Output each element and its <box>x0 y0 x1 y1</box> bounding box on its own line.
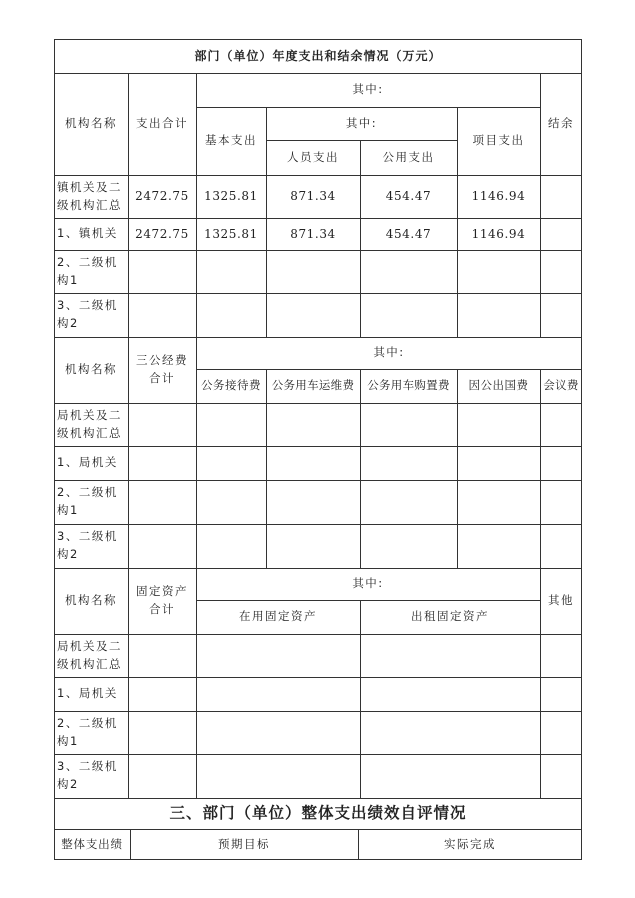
s2-header-total: 三公经费合计 <box>136 353 188 385</box>
s1-header-personnel: 人员支出 <box>287 149 339 164</box>
s1-header-of-which: 其中: <box>352 82 384 97</box>
s3-header-other: 其他 <box>548 593 574 608</box>
s1-row-personnel: 871.34 <box>290 226 336 241</box>
s1-header-org-name: 机构名称 <box>65 116 117 131</box>
s1-row-basic: 1325.81 <box>204 226 258 241</box>
s1-row-balance <box>540 218 582 250</box>
s2-header-vehicle-purchase: 公务用车购置费 <box>367 378 450 393</box>
s1-row-project: 1146.94 <box>471 189 526 204</box>
s2-header-reception: 公务接待费 <box>201 378 261 393</box>
s1-header-total: 支出合计 <box>136 116 188 131</box>
s1-header-project: 项目支出 <box>472 133 525 148</box>
s3-header-in-use: 在用固定资产 <box>239 609 317 624</box>
s3-row-name: 1、局机关 <box>57 686 118 701</box>
s1-row-personnel: 871.34 <box>290 189 336 204</box>
s1-header-balance: 结余 <box>548 116 574 131</box>
s3-header-of-which: 其中: <box>352 576 384 591</box>
s1-row-public: 454.47 <box>385 226 432 241</box>
s2-row-name: 2、二级机构1 <box>57 485 118 517</box>
perf-col-expected: 预期目标 <box>218 836 270 851</box>
s1-row-balance <box>540 175 582 218</box>
section-heading: 三、部门（单位）整体支出绩效自评情况 <box>169 804 467 823</box>
s1-row-name: 1、镇机关 <box>57 226 118 241</box>
s1-row-public: 454.47 <box>385 189 432 204</box>
s1-header-basic: 基本支出 <box>205 133 257 148</box>
s1-row-name: 3、二级机构2 <box>57 298 118 330</box>
s2-header-abroad: 因公出国费 <box>468 378 529 393</box>
s3-row-name: 2、二级机构1 <box>57 715 118 748</box>
s3-row-name: 局机关及二级机构汇总 <box>57 638 122 671</box>
s1-row-name: 2、二级机构1 <box>57 254 118 287</box>
s1-row-name: 镇机关及二级机构汇总 <box>57 179 122 212</box>
s1-header-public: 公用支出 <box>382 149 435 164</box>
s1-row-total: 2472.75 <box>135 226 189 241</box>
s3-header-org-name: 机构名称 <box>65 593 117 608</box>
table-title: 部门（单位）年度支出和结余情况（万元） <box>194 48 442 63</box>
s3-header-leased: 出租固定资产 <box>411 609 489 624</box>
s3-header-total: 固定资产合计 <box>136 584 188 616</box>
s1-row-project: 1146.94 <box>471 226 526 241</box>
s2-header-vehicle-ops: 公务用车运维费 <box>271 378 355 393</box>
perf-col-overall: 整体支出绩 <box>61 836 123 851</box>
s2-row-name: 局机关及二级机构汇总 <box>57 407 122 440</box>
s2-header-of-which: 其中: <box>373 345 405 360</box>
s1-row-total: 2472.75 <box>135 189 189 204</box>
s2-row-name: 3、二级机构2 <box>57 529 118 561</box>
perf-col-actual: 实际完成 <box>444 836 496 851</box>
s3-row-name: 3、二级机构2 <box>57 759 118 791</box>
s2-header-org-name: 机构名称 <box>65 362 117 377</box>
s1-header-of-which-sub: 其中: <box>345 115 378 130</box>
s1-row-basic: 1325.81 <box>204 189 258 204</box>
s2-row-name: 1、局机关 <box>57 455 118 470</box>
s2-header-meeting: 会议费 <box>543 378 579 393</box>
